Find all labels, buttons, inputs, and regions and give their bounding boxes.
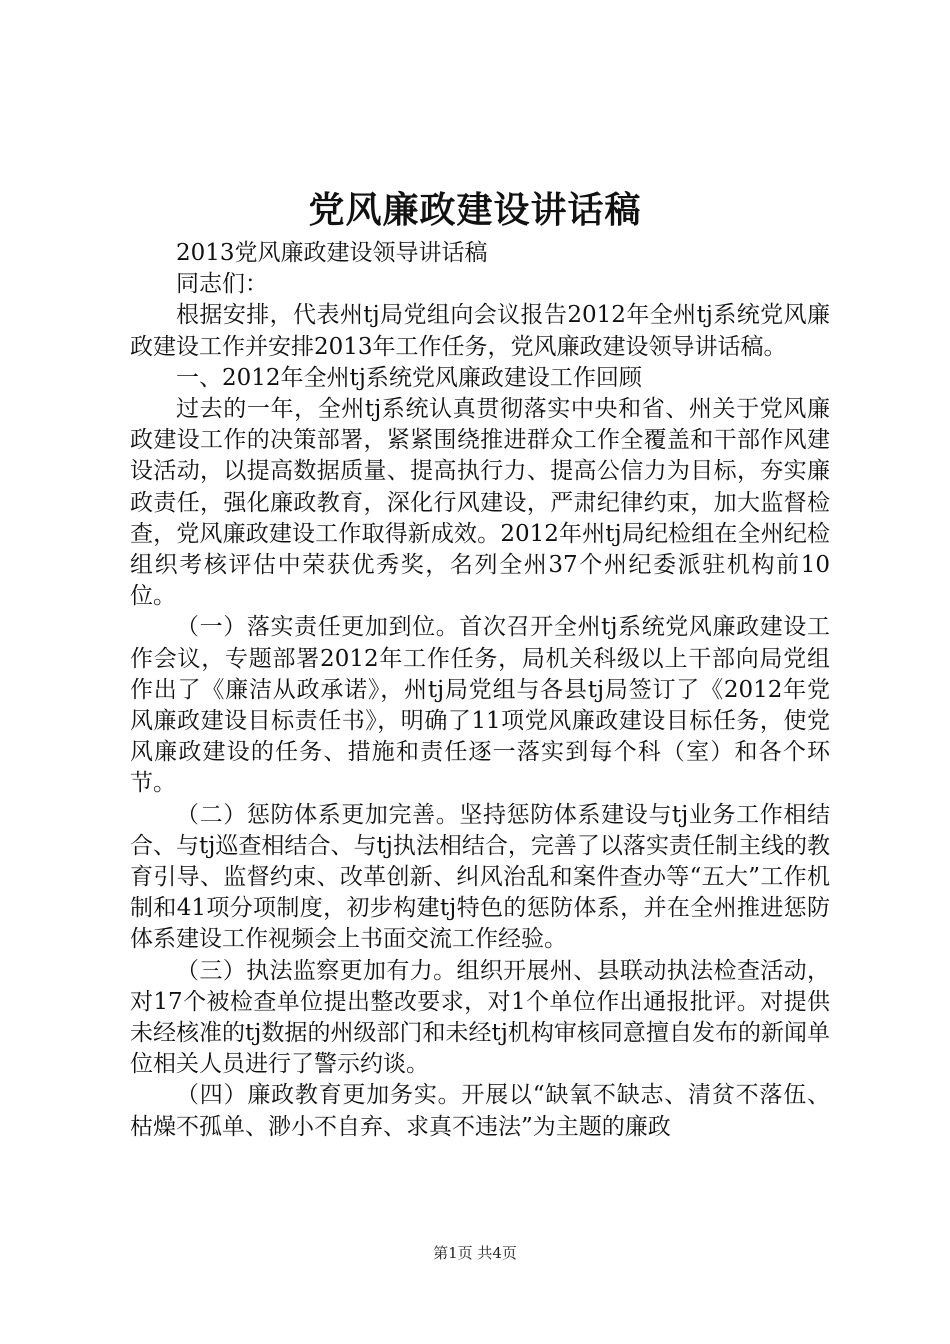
item-four-paragraph: （四）廉政教育更加务实。开展以“缺氧不缺志、清贫不落伍、枯燥不孤单、渺小不自弃、求真不违法”为主题的廉政 bbox=[130, 1082, 830, 1140]
document-title: 党风廉政建设讲话稿 bbox=[308, 189, 642, 231]
page-footer bbox=[0, 1243, 950, 1263]
item-three-paragraph: （三）执法监察更加有力。组织开展州、县联动执法检查活动，对17个被检查单位提出整改要求，对1个单位作出通报批评。对提供未经核准的tj数据的州级部门和未经tj机构审核同意擅自发布的新闻单位相关人员进行了警示约谈。 bbox=[130, 957, 830, 1078]
item-two-paragraph: （二）惩防体系更加完善。坚持惩防体系建设与tj业务工作相结合、与tj巡查相结合、与tj执法相结合，完善了以落实责任制主线的教育引导、监督约束、改革创新、纠风治乱和案件查办等“五大”工作机制和41项分项制度，初步构建tj特色的惩防体系，并在全州推进惩防体系建设工作视频会上书面交流工作经验。 bbox=[130, 801, 830, 953]
subtitle-paragraph: 2013党风廉政建设领导讲话稿 bbox=[176, 240, 488, 266]
page-number-label: 第1页 共4页 bbox=[433, 1244, 517, 1262]
salutation-paragraph: 同志们： bbox=[176, 271, 268, 298]
section-heading: 一、2012年全州tj系统党风廉政建设工作回顾 bbox=[176, 364, 642, 391]
item-one-paragraph: （一）落实责任更加到位。首次召开全州tj系统党风廉政建设工作会议，专题部署2012年工作任务，局机关科级以上干部向局党组作出了《廉洁从政承诺》，州tj局党组与各县tj局签订了《2012年党风廉政建设目标责任书》，明确了11项党风廉政建设目标任务，使党风廉政建设的任务、措施和责任逐一落实到每个科（室）和各个环节。 bbox=[130, 614, 830, 797]
review-paragraph: 过去的一年，全州tj系统认真贯彻落实中央和省、州关于党风廉政建设工作的决策部署，紧紧围绕推进群众工作全覆盖和干部作风建设活动，以提高数据质量、提高执行力、提高公信力为目标，夯实廉政责任，强化廉政教育，深化行风建设，严肃纪律约束，加大监督检查，党风廉政建设工作取得新成效。2012年州tj局纪检组在全州纪检组织考核评估中荣获优秀奖，名列全州37个州纪委派驻机构前10位。 bbox=[130, 396, 830, 610]
document-body bbox=[130, 238, 830, 1143]
intro-paragraph: 根据安排，代表州tj局党组向会议报告2012年全州tj系统党风廉政建设工作并安排2013年工作任务，党风廉政建设领导讲话稿。 bbox=[130, 302, 830, 360]
